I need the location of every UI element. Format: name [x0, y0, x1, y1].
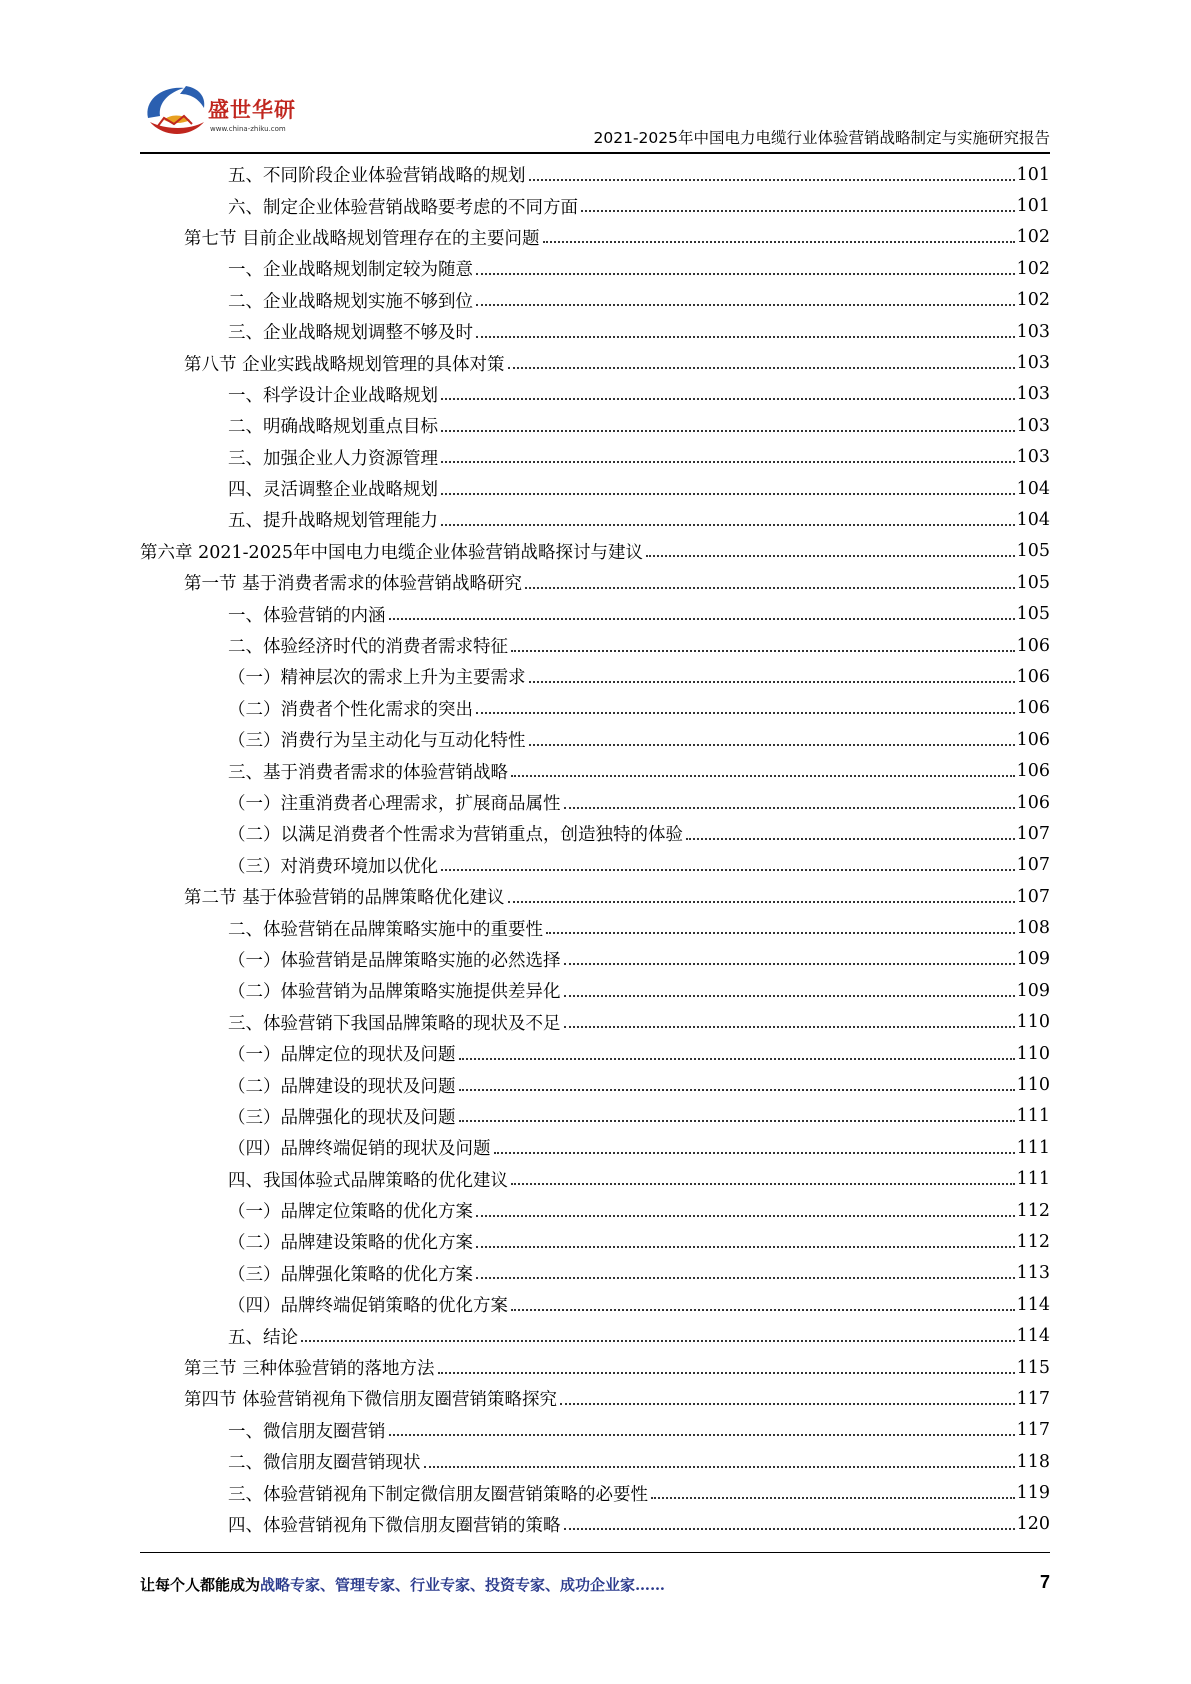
- toc-entry[interactable]: [140, 944, 1050, 975]
- toc-entry-label: 二、体验经济时代的消费者需求特征: [228, 637, 508, 658]
- toc-entry[interactable]: [140, 912, 1050, 943]
- toc-entry-label: 第二节 基于体验营销的品牌策略优化建议: [184, 888, 505, 909]
- toc-entry[interactable]: [140, 1415, 1050, 1446]
- toc-entry[interactable]: [140, 818, 1050, 849]
- toc-entry-label: 三、体验营销下我国品牌策略的现状及不足: [228, 1013, 561, 1034]
- toc-entry-label: （三）品牌强化策略的优化方案: [228, 1264, 473, 1285]
- toc-entry-label: 三、加强企业人力资源管理: [228, 448, 438, 469]
- toc-dot-leader: [441, 398, 1015, 400]
- toc-entry-page: 112: [1016, 1231, 1050, 1252]
- toc-entry[interactable]: [140, 787, 1050, 818]
- slogan-highlight: 战略专家、管理专家、行业专家、投资专家、成功企业家: [260, 1576, 636, 1594]
- toc-entry[interactable]: [140, 755, 1050, 786]
- toc-dot-leader: [525, 587, 1015, 589]
- toc-entry-page: 103: [1016, 447, 1050, 468]
- toc-entry[interactable]: [140, 1069, 1050, 1100]
- company-logo: [140, 80, 310, 150]
- toc-entry-page: 103: [1016, 384, 1050, 405]
- toc-dot-leader: [686, 838, 1015, 840]
- toc-entry[interactable]: [140, 630, 1050, 661]
- toc-entry-page: 102: [1016, 290, 1050, 311]
- toc-entry-page: 110: [1016, 1043, 1050, 1064]
- toc-dot-leader: [564, 807, 1015, 809]
- toc-entry[interactable]: [140, 410, 1050, 441]
- toc-entry-page: 111: [1016, 1169, 1050, 1190]
- toc-entry-page: 117: [1016, 1420, 1050, 1441]
- toc-entry-label: 六、制定企业体验营销战略要考虑的不同方面: [228, 197, 578, 218]
- toc-entry-page: 118: [1016, 1451, 1050, 1472]
- toc-entry-page: 108: [1016, 918, 1050, 939]
- toc-entry-label: （二）以满足消费者个性需求为营销重点，创造独特的体验: [228, 825, 683, 846]
- toc-entry-page: 105: [1016, 541, 1050, 562]
- toc-entry[interactable]: [140, 1007, 1050, 1038]
- toc-entry-label: 第三节 三种体验营销的落地方法: [184, 1359, 435, 1380]
- toc-entry-label: （四）品牌终端促销策略的优化方案: [228, 1296, 508, 1317]
- toc-dot-leader: [508, 901, 1015, 903]
- toc-entry[interactable]: [140, 1477, 1050, 1508]
- toc-entry-page: 106: [1016, 635, 1050, 656]
- toc-entry-page: 114: [1016, 1294, 1050, 1315]
- toc-entry[interactable]: [140, 1132, 1050, 1163]
- toc-entry-label: 四、体验营销视角下微信朋友圈营销的策略: [228, 1515, 561, 1536]
- toc-entry-page: 103: [1016, 353, 1050, 374]
- toc-dot-leader: [560, 1403, 1015, 1405]
- toc-entry-page: 101: [1016, 164, 1050, 185]
- toc-entry-label: 第八节 企业实践战略规划管理的具体对策: [184, 354, 505, 375]
- toc-entry-label: （二）体验营销为品牌策略实施提供差异化: [228, 982, 561, 1003]
- toc-dot-leader: [476, 304, 1015, 306]
- toc-entry[interactable]: [140, 693, 1050, 724]
- toc-entry-label: 第七节 目前企业战略规划管理存在的主要问题: [184, 228, 540, 249]
- toc-entry-label: 一、企业战略规划制定较为随意: [228, 260, 473, 281]
- toc-entry-page: 107: [1016, 823, 1050, 844]
- toc-entry-page: 103: [1016, 321, 1050, 342]
- toc-entry-label: 二、微信朋友圈营销现状: [228, 1453, 421, 1474]
- toc-entry[interactable]: [140, 1383, 1050, 1414]
- toc-dot-leader: [459, 1089, 1015, 1091]
- toc-dot-leader: [476, 1215, 1015, 1217]
- page-number: 7: [1039, 1572, 1050, 1592]
- toc-entry-label: 五、提升战略规划管理能力: [228, 511, 438, 532]
- toc-dot-leader: [564, 995, 1015, 997]
- toc-entry-label: 一、微信朋友圈营销: [228, 1421, 386, 1442]
- toc-entry-label: （三）品牌强化的现状及问题: [228, 1107, 456, 1128]
- toc-entry-page: 106: [1016, 698, 1050, 719]
- toc-entry[interactable]: [140, 1509, 1050, 1540]
- toc-entry-label: （一）体验营销是品牌策略实施的必然选择: [228, 950, 561, 971]
- toc-entry[interactable]: [140, 1195, 1050, 1226]
- toc-entry-label: 一、科学设计企业战略规划: [228, 385, 438, 406]
- toc-entry-page: 114: [1016, 1326, 1050, 1347]
- toc-entry-page: 107: [1016, 886, 1050, 907]
- header-divider: [140, 152, 1050, 154]
- toc-entry[interactable]: [140, 253, 1050, 284]
- toc-entry-page: 111: [1016, 1137, 1050, 1158]
- toc-entry[interactable]: [140, 222, 1050, 253]
- toc-dot-leader: [564, 1528, 1015, 1530]
- toc-entry[interactable]: [140, 1101, 1050, 1132]
- toc-entry[interactable]: [140, 850, 1050, 881]
- toc-entry-label: （一）注重消费者心理需求，扩展商品属性: [228, 794, 561, 814]
- toc-entry-label: （四）品牌终端促销的现状及问题: [228, 1139, 491, 1160]
- toc-entry[interactable]: [140, 724, 1050, 755]
- footer-divider: [140, 1552, 1050, 1553]
- toc-entry[interactable]: [140, 159, 1050, 190]
- toc-dot-leader: [511, 1183, 1015, 1185]
- toc-entry[interactable]: [140, 881, 1050, 912]
- toc-entry-label: （一）品牌定位的现状及问题: [228, 1045, 456, 1066]
- toc-entry[interactable]: [140, 504, 1050, 535]
- toc-entry-page: 120: [1016, 1514, 1050, 1535]
- toc-entry[interactable]: [140, 190, 1050, 221]
- toc-entry-page: 109: [1016, 980, 1050, 1001]
- toc-entry-label: （三）对消费环境加以优化: [228, 856, 438, 877]
- toc-dot-leader: [529, 744, 1015, 746]
- toc-dot-leader: [476, 336, 1015, 338]
- page-header: [140, 80, 1050, 158]
- toc-entry-page: 109: [1016, 949, 1050, 970]
- toc-dot-leader: [424, 1466, 1015, 1468]
- toc-entry[interactable]: [140, 1289, 1050, 1320]
- toc-entry-label: 四、我国体验式品牌策略的优化建议: [228, 1170, 508, 1191]
- toc-dot-leader: [441, 493, 1015, 495]
- toc-entry[interactable]: [140, 1320, 1050, 1351]
- toc-dot-leader: [529, 681, 1015, 683]
- toc-entry-page: 102: [1016, 227, 1050, 248]
- toc-dot-leader: [389, 1434, 1015, 1436]
- toc-entry[interactable]: [140, 1446, 1050, 1477]
- toc-entry[interactable]: [140, 1258, 1050, 1289]
- toc-entry[interactable]: [140, 316, 1050, 347]
- toc-dot-leader: [459, 1058, 1015, 1060]
- toc-entry-page: 115: [1016, 1357, 1050, 1378]
- toc-entry[interactable]: [140, 347, 1050, 378]
- toc-entry-page: 102: [1016, 258, 1050, 279]
- toc-entry[interactable]: [140, 661, 1050, 692]
- toc-dot-leader: [511, 775, 1015, 777]
- toc-entry-page: 110: [1016, 1012, 1050, 1033]
- slogan-prefix: 让每个人都能成为: [140, 1576, 261, 1594]
- toc-entry[interactable]: [140, 473, 1050, 504]
- toc-dot-leader: [646, 555, 1015, 557]
- toc-dot-leader: [564, 1026, 1015, 1028]
- toc-entry[interactable]: [140, 442, 1050, 473]
- toc-entry-label: 三、体验营销视角下制定微信朋友圈营销策略的必要性: [228, 1484, 648, 1505]
- toc-entry-page: 107: [1016, 855, 1050, 876]
- logo-name: 盛世华研: [208, 98, 296, 122]
- toc-entry-label: 一、体验营销的内涵: [228, 605, 386, 626]
- toc-dot-leader: [459, 1120, 1015, 1122]
- toc-dot-leader: [441, 869, 1015, 871]
- toc-dot-leader: [529, 179, 1015, 181]
- toc-entry[interactable]: [140, 567, 1050, 598]
- toc-entry[interactable]: [140, 1038, 1050, 1069]
- toc-dot-leader: [476, 1277, 1015, 1279]
- toc-dot-leader: [546, 932, 1015, 934]
- toc-entry[interactable]: [140, 598, 1050, 629]
- toc-entry-label: 第一节 基于消费者需求的体验营销战略研究: [184, 574, 523, 595]
- toc-entry-page: 104: [1016, 509, 1050, 530]
- toc-entry-label: 二、明确战略规划重点目标: [228, 417, 438, 438]
- toc-entry[interactable]: [140, 1352, 1050, 1383]
- toc-entry-label: 二、企业战略规划实施不够到位: [228, 291, 473, 312]
- toc-dot-leader: [476, 273, 1015, 275]
- toc-entry-label: （一）品牌定位策略的优化方案: [228, 1202, 473, 1223]
- toc-entry-page: 101: [1016, 196, 1050, 217]
- toc-entry-label: 五、不同阶段企业体验营销战略的规划: [228, 166, 526, 187]
- toc-entry[interactable]: [140, 536, 1050, 567]
- toc-entry-label: 四、灵活调整企业战略规划: [228, 480, 438, 501]
- toc-entry-page: 112: [1016, 1200, 1050, 1221]
- toc-entry-label: 三、企业战略规划调整不够及时: [228, 323, 473, 344]
- toc-dot-leader: [581, 210, 1015, 212]
- toc-entry-page: 106: [1016, 792, 1050, 813]
- toc-entry-page: 117: [1016, 1388, 1050, 1409]
- toc-entry-label: （二）消费者个性化需求的突出: [228, 699, 473, 720]
- toc-entry-label: 三、基于消费者需求的体验营销战略: [228, 762, 508, 783]
- toc-entry[interactable]: [140, 285, 1050, 316]
- toc-entry-label: （一）精神层次的需求上升为主要需求: [228, 668, 526, 689]
- toc-entry-page: 106: [1016, 666, 1050, 687]
- toc-dot-leader: [511, 650, 1015, 652]
- toc-entry-label: 五、结论: [228, 1327, 298, 1348]
- footer-slogan: [140, 1574, 665, 1595]
- toc-dot-leader: [441, 524, 1015, 526]
- toc-dot-leader: [511, 1309, 1015, 1311]
- toc-dot-leader: [441, 461, 1015, 463]
- toc-entry-page: 119: [1016, 1483, 1050, 1504]
- toc-entry-page: 106: [1016, 729, 1050, 750]
- toc-entry[interactable]: [140, 379, 1050, 410]
- toc-dot-leader: [651, 1497, 1015, 1499]
- toc-entry[interactable]: [140, 975, 1050, 1006]
- toc-dot-leader: [543, 241, 1015, 243]
- toc-entry-label: 二、体验营销在品牌策略实施中的重要性: [228, 919, 543, 940]
- toc-entry-page: 104: [1016, 478, 1050, 499]
- table-of-contents: [140, 159, 1050, 1540]
- toc-dot-leader: [476, 712, 1015, 714]
- toc-entry-page: 103: [1016, 415, 1050, 436]
- toc-entry-label: 第四节 体验营销视角下微信朋友圈营销策略探究: [184, 1390, 558, 1411]
- toc-entry-page: 113: [1016, 1263, 1050, 1284]
- toc-entry-label: （三）消费行为呈主动化与互动化特性: [228, 731, 526, 752]
- toc-dot-leader: [441, 430, 1015, 432]
- toc-dot-leader: [476, 1246, 1015, 1248]
- toc-entry-page: 105: [1016, 604, 1050, 625]
- logo-swoosh-icon: [140, 80, 210, 142]
- logo-url: www.china-zhiku.com: [210, 125, 286, 133]
- toc-entry-page: 106: [1016, 761, 1050, 782]
- toc-entry-page: 111: [1016, 1106, 1050, 1127]
- toc-entry[interactable]: [140, 1164, 1050, 1195]
- toc-dot-leader: [494, 1152, 1015, 1154]
- toc-entry-page: 105: [1016, 572, 1050, 593]
- slogan-suffix: ……: [635, 1576, 666, 1594]
- toc-entry-label: 第六章 2021-2025年中国电力电缆企业体验营销战略探讨与建议: [140, 542, 644, 563]
- toc-dot-leader: [564, 963, 1015, 965]
- toc-entry[interactable]: [140, 1226, 1050, 1257]
- toc-dot-leader: [438, 1372, 1015, 1374]
- toc-entry-label: （二）品牌建设策略的优化方案: [228, 1233, 473, 1254]
- toc-dot-leader: [508, 367, 1015, 369]
- toc-entry-label: （二）品牌建设的现状及问题: [228, 1076, 456, 1097]
- toc-entry-page: 110: [1016, 1075, 1050, 1096]
- toc-dot-leader: [301, 1340, 1015, 1342]
- toc-dot-leader: [389, 618, 1015, 620]
- report-title: 2021-2025年中国电力电缆行业体验营销战略制定与实施研究报告: [593, 129, 1050, 147]
